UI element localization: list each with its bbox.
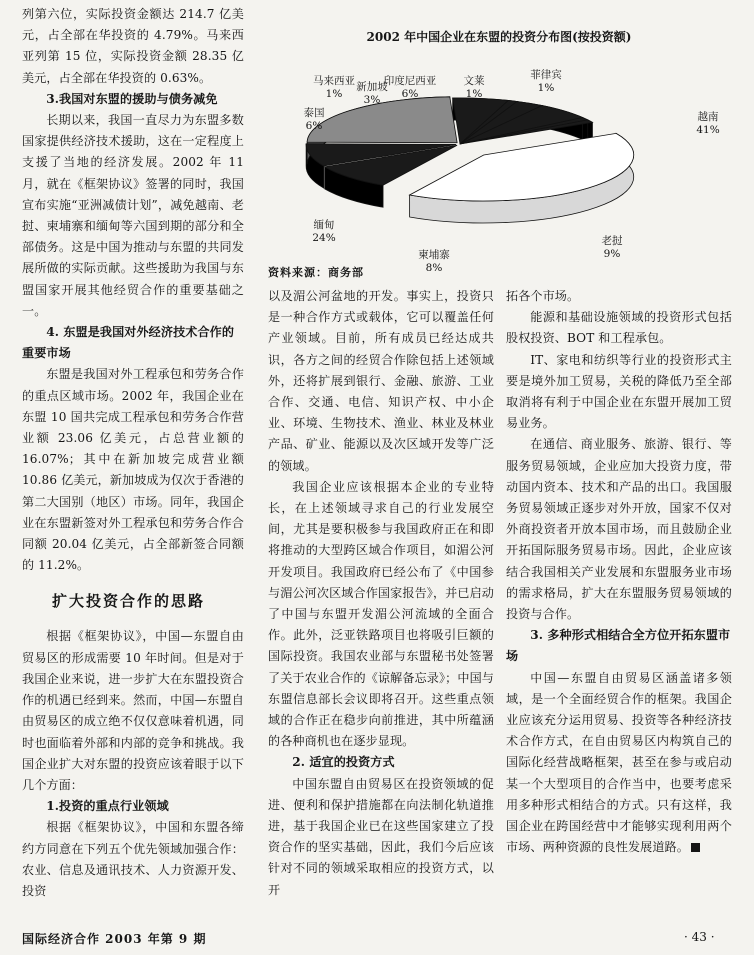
subheading: 1.投资的重点行业领域 [46, 799, 169, 814]
paragraph: 根据《框架协议》，中国和东盟各缔约方同意在下列五个优先领域加强合作：农业、信息及通讯技术、人力资源开发、投资 [22, 820, 244, 898]
slice-value-label: 6% [305, 120, 323, 132]
journal-issue: 国际经济合作 2003 年第 9 期 [22, 932, 207, 946]
paragraph: 拓各个市场。 [506, 289, 580, 303]
paragraph: 中国东盟自由贸易区在投资领域的促进、便利和保护措施都在向法制化轨道推进，基于我国企业已在这些国家建立了投资合作的坚实基础，因此，我们今后应该针对不同的领域采取相应的投资方式，以开 [268, 776, 494, 897]
slice-label: 马来西亚 [313, 75, 355, 87]
paragraph-text: 中国—东盟自由贸易区涵盖诸多领域，是一个全面经贸合作的框架。我国企业应该充分运用贸易、投资等各种经济技术合作方式，在自由贸易区内构筑自己的国际化经营战略框架，甚至在参与或启动某一个大型项目的合作当中，也要考虑采用多种形式相结合的方式。只有这样，我国企业在跨国经营中才能够实现利用两个市场、两种资源的良性发展道路。 [506, 670, 732, 855]
paragraph: 东盟是我国对外工程承包和劳务合作的重点区域市场。2002 年，我国企业在东盟 10 国共完成工程承包和劳务合作营业额 23.06 亿美元，占总营业额的 16.07%；其中在新加坡完成营业额 10.86 亿美元，新加坡成为仅次于香港的第二大国别（地区）市场。同年，我国企业在东盟新签对外工程承包和劳务合作合同额 20.04 亿美元，占全部新签合同额的 11.2%。 [22, 367, 244, 573]
slice-value-label: 1% [537, 82, 555, 94]
paragraph: 在通信、商业服务、旅游、银行、等服务贸易领域，企业应加大投资力度，带动国内资本、技术和产品的出口。我国服务贸易领域正逐步对外开放，国家不仅对外商投资者开放本国市场，而且鼓励企业开拓国际服务贸易市场。因此，企业应该结合我国相关产业发展和东盟服务业市场的需求格局，扩大在东盟服务贸易领域的投资与合作。 [506, 437, 732, 622]
slice-label: 柬埔寨 [418, 249, 450, 261]
slice-value-label: 8% [425, 262, 443, 274]
paragraph [506, 668, 732, 859]
subheading: 2. 适宜的投资方式 [292, 755, 395, 770]
slice-value-label: 24% [312, 232, 336, 244]
subheading: 3. 多种形式相结合全方位开拓东盟市场 [506, 628, 731, 664]
paragraph: 我国企业应该根据本企业的专业特长，在上述领域寻求自己的行业发展空间，尤其是要积极参与我国政府正在和即将推动的大型跨区域合作项目，如湄公河开发项目。我国政府已经公布了《中国参与湄公河次区域合作国家报告》，并已启动了中国与东盟开发湄公河流域的全面合作。此外，泛亚铁路项目也将吸引巨额的国际投资。我国农业部与东盟秘书处签署了关于农业合作的《谅解备忘录》；中国与东盟信息部长会议即将召开。这些重点领域的合作正在稳步向前推进，其中所蕴涵的各种商机也在逐步显现。 [268, 479, 494, 749]
paragraph: 长期以来，我国一直尽力为东盟多数国家提供经济技术援助，这在一定程度上支援了当地的经济发展。2002 年 11 月，就在《框架协议》签署的同时，我国宣布实施“亚洲减债计划”，减免越南、老挝、柬埔寨和缅甸等六国到期的部分和全部债务。这是中国为推动与东盟的共同发展所做的实际贡献。这些援助为我国与东盟国家开展其他经贸合作的重要基础之一。 [22, 113, 244, 318]
slice-value-label: 1% [325, 88, 343, 100]
column-left [22, 4, 244, 902]
paragraph: 以及湄公河盆地的开发。事实上，投资只是一种合作方式或载体，它可以覆盖任何产业领域。目前，所有成员已经达成共识，各方之间的经贸合作除包括上述领域外，还将扩展到银行、金融、旅游、工业合作、交通、电信、知识产权、中小企业、环境、生物技术、渔业、林业及林业产品、矿业、能源以及次区域开发等广泛的领域。 [268, 289, 494, 473]
slice-label: 新加坡 [356, 81, 388, 93]
slice-value-label: 9% [603, 248, 621, 260]
slice-label: 印度尼西亚 [383, 75, 437, 87]
section-heading: 扩大投资合作的思路 [52, 592, 206, 611]
paragraph: 列第六位，实际投资金额达 214.7 亿美元，占全部在华投资的 4.79%。马来西亚列第 15 位，实际投资金额 28.35 亿美元，占全部在华投资的 0.63%。 [22, 7, 244, 85]
slice-label: 缅甸 [313, 219, 335, 231]
slice-label: 泰国 [303, 107, 325, 119]
paragraph: IT、家电和纺织等行业的投资形式主要是境外加工贸易，关税的降低乃至全部取消将有利于中国企业在东盟开展加工贸易业务。 [506, 352, 732, 431]
chart-source: 资料来源：商务部 [268, 266, 364, 279]
slice-label: 菲律宾 [530, 69, 562, 81]
pie-slice-3 [307, 97, 457, 143]
end-of-article-icon [691, 843, 700, 852]
paragraph: 能源和基础设施领域的投资形式包括股权投资、BOT 和工程承包。 [506, 310, 732, 346]
slice-value-label: 1% [465, 88, 483, 100]
pie-chart-svg [262, 26, 736, 284]
slice-value-label: 3% [363, 94, 381, 106]
subheading: 4. 东盟是我国对外经济技术合作的重要市场 [22, 325, 235, 361]
slice-label: 文莱 [463, 75, 485, 87]
slice-label: 老挝 [601, 235, 623, 247]
slice-label: 越南 [697, 111, 719, 123]
chart-title: 2002 年中国企业在东盟的投资分布图(按投资额) [366, 30, 632, 44]
slice-value-label: 41% [696, 124, 720, 136]
paragraph: 根据《框架协议》，中国—东盟自由贸易区的形成需要 10 年时间。但是对于我国企业来说，进一步扩大在东盟投资合作的机遇已经到来。然而，中国—东盟自由贸易区的成立绝不仅仅意味着机遇，同时也面临着外部和内部的竞争和挑战。我国企业扩大对东盟的投资应该着眼于以下几个方面： [22, 629, 244, 792]
slice-value-label: 6% [401, 88, 419, 100]
subheading: 3.我国对东盟的援助与债务减免 [46, 91, 218, 106]
column-right [506, 286, 732, 858]
page-number: · 43 · [684, 930, 715, 944]
investment-pie-chart [262, 26, 736, 284]
column-middle [268, 286, 494, 901]
